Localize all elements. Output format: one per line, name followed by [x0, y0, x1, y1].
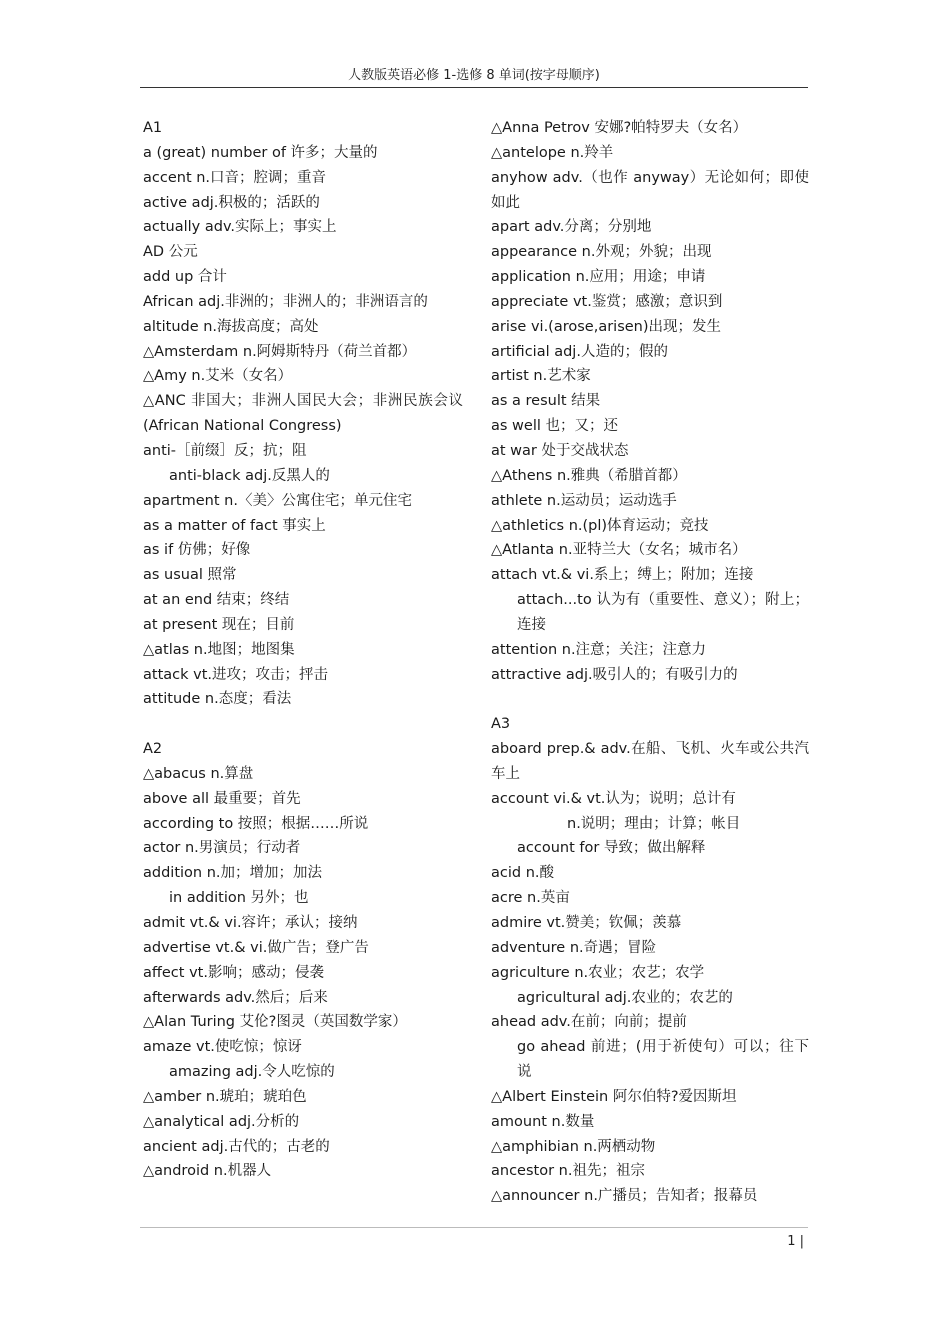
vocab-entry: go ahead 前进；(用于祈使句）可以；往下说	[517, 1039, 809, 1081]
vocab-entry: actually adv.实际上；事实上	[143, 219, 337, 236]
vocab-entry: artificial adj.人造的；假的	[491, 343, 668, 360]
vocab-entry: as usual 照常	[143, 567, 237, 584]
vocab-entry: according to 按照；根据……所说	[143, 815, 369, 832]
footer-divider	[140, 1227, 808, 1228]
vocab-entry: anti-［前缀］反；抗；阻	[143, 442, 307, 459]
vocab-entry: at an end 结束；终结	[143, 592, 290, 609]
left-column	[143, 116, 463, 1184]
vocab-entry: apart adv.分离；分别地	[491, 219, 652, 236]
vocab-entry: account vi.& vt.认为；说明；总计有	[491, 790, 736, 807]
vocab-entry: △athletics n.(pl)体育运动；竞技	[491, 517, 709, 534]
vocab-entry: acid n.酸	[491, 865, 554, 882]
vocab-entry: anti-black adj.反黑人的	[169, 467, 330, 484]
vocab-entry: appreciate vt.鉴赏；感激；意识到	[491, 293, 723, 310]
vocab-entry: amaze vt.使吃惊；惊讶	[143, 1039, 302, 1056]
vocab-entry: ancient adj.古代的；古老的	[143, 1138, 330, 1155]
section-heading: A3	[491, 716, 511, 733]
vocab-entry: △ANC 非国大；非洲人国民大会；非洲民族会议(African National Congress)	[143, 393, 463, 435]
vocab-entry: athlete n.运动员；运动选手	[491, 492, 677, 509]
vocab-entry: African adj.非洲的；非洲人的；非洲语言的	[143, 293, 428, 310]
vocab-entry: above all 最重要；首先	[143, 790, 301, 807]
vocab-entry: arise vi.(arose,arisen)出现；发生	[491, 318, 722, 335]
vocab-entry: advertise vt.& vi.做广告；登广告	[143, 939, 369, 956]
vocab-entry: admit vt.& vi.容许；承认；接纳	[143, 915, 358, 931]
vocab-entry: attach...to 认为有（重要性、意义）；附上；连接	[517, 592, 809, 633]
vocab-entry: n.说明；理由；计算；帐目	[567, 815, 741, 832]
vocab-entry: at war 处于交战状态	[491, 442, 629, 459]
vocab-entry: as well 也；又；还	[491, 418, 618, 435]
vocab-entry: attitude n.态度；看法	[143, 691, 292, 708]
section-heading: A2	[143, 741, 163, 758]
vocab-entry: in addition 另外；也	[169, 890, 309, 907]
vocab-entry: apartment n.〈美〉公寓住宅；单元住宅	[143, 492, 412, 509]
vocab-entry: aboard prep.& adv.在船、飞机、火车或公共汽车上	[491, 741, 809, 782]
vocab-entry: as a matter of fact 事实上	[143, 517, 326, 534]
vocab-entry: application n.应用；用途；申请	[491, 269, 706, 286]
vocab-entry: ancestor n.祖先；祖宗	[491, 1163, 645, 1180]
vocab-entry: △announcer n.广播员；告知者；报幕员	[491, 1188, 758, 1205]
vocab-entry: appearance n.外观；外貌；出现	[491, 244, 712, 261]
vocab-entry: a (great) number of 许多；大量的	[143, 144, 378, 161]
vocab-entry: △Amy n.艾米（女名）	[143, 368, 293, 385]
vocab-entry: artist n.艺术家	[491, 368, 591, 385]
vocab-entry: △antelope n.羚羊	[491, 144, 614, 161]
vocab-entry: at present 现在；目前	[143, 616, 295, 633]
vocab-entry: △Anna Petrov 安娜?帕特罗夫（女名）	[491, 120, 748, 136]
vocab-entry: actor n.男演员；行动者	[143, 840, 301, 857]
vocab-entry: agriculture n.农业；农艺；农学	[491, 964, 705, 981]
section-heading: A1	[143, 120, 163, 136]
vocab-entry: attention n.注意；关注；注意力	[491, 641, 707, 658]
right-column	[491, 116, 809, 1209]
vocab-entry: △Atlanta n.亚特兰大（女名；城市名）	[491, 542, 747, 559]
vocab-entry: △analytical adj.分析的	[143, 1113, 300, 1130]
vocab-entry: admire vt.赞美；钦佩；羡慕	[491, 915, 682, 931]
vocab-entry: △abacus n.算盘	[143, 765, 254, 782]
vocab-entry: △Albert Einstein 阿尔伯特?爱因斯坦	[491, 1088, 737, 1105]
vocab-entry: accent n.口音；腔调；重音	[143, 169, 327, 186]
blank-line	[143, 712, 463, 737]
vocab-entry: as a result 结果	[491, 393, 601, 410]
vocab-entry: △atlas n.地图；地图集	[143, 641, 295, 658]
vocab-entry: anyhow adv.（也作 anyway）无论如何；即使如此	[491, 169, 809, 211]
vocab-entry: acre n.英亩	[491, 890, 570, 907]
vocab-entry: active adj.积极的；活跃的	[143, 194, 320, 211]
vocab-entry: ahead adv.在前；向前；提前	[491, 1014, 687, 1031]
blank-line	[491, 687, 809, 712]
vocab-entry: attack vt.进攻；攻击；抨击	[143, 666, 328, 683]
vocab-entry: affect vt.影响；感动；侵袭	[143, 964, 324, 981]
vocab-entry: afterwards adv.然后；后来	[143, 989, 328, 1006]
vocab-entry: △Athens n.雅典（希腊首都）	[491, 467, 687, 484]
vocab-entry: adventure n.奇遇；冒险	[491, 939, 657, 956]
vocab-entry: agricultural adj.农业的；农艺的	[517, 989, 733, 1006]
header-divider	[140, 87, 808, 88]
vocab-entry: △amphibian n.两栖动物	[491, 1138, 656, 1155]
vocab-entry: account for 导致；做出解释	[517, 840, 706, 857]
page-header-title: 人教版英语必修 1-选修 8 单词(按字母顺序)	[348, 68, 600, 83]
vocab-entry: △Amsterdam n.阿姆斯特丹（荷兰首都）	[143, 343, 417, 360]
vocab-entry: attach vt.& vi.系上；缚上；附加；连接	[491, 567, 754, 584]
vocab-entry: add up 合计	[143, 269, 227, 286]
vocab-entry: amount n.数量	[491, 1113, 595, 1130]
vocab-entry: △amber n.琥珀；琥珀色	[143, 1088, 307, 1105]
vocab-entry: addition n.加；增加；加法	[143, 865, 323, 882]
vocab-entry: altitude n.海拔高度；高处	[143, 318, 319, 335]
vocab-entry: AD 公元	[143, 244, 198, 261]
vocab-entry: △android n.机器人	[143, 1163, 272, 1180]
vocab-entry: amazing adj.令人吃惊的	[169, 1064, 335, 1081]
vocab-entry: △Alan Turing 艾伦?图灵（英国数学家）	[143, 1014, 407, 1031]
vocab-entry: as if 仿佛；好像	[143, 542, 251, 559]
vocab-entry: attractive adj.吸引人的；有吸引力的	[491, 666, 738, 683]
page-number: 1 |	[787, 1234, 804, 1249]
